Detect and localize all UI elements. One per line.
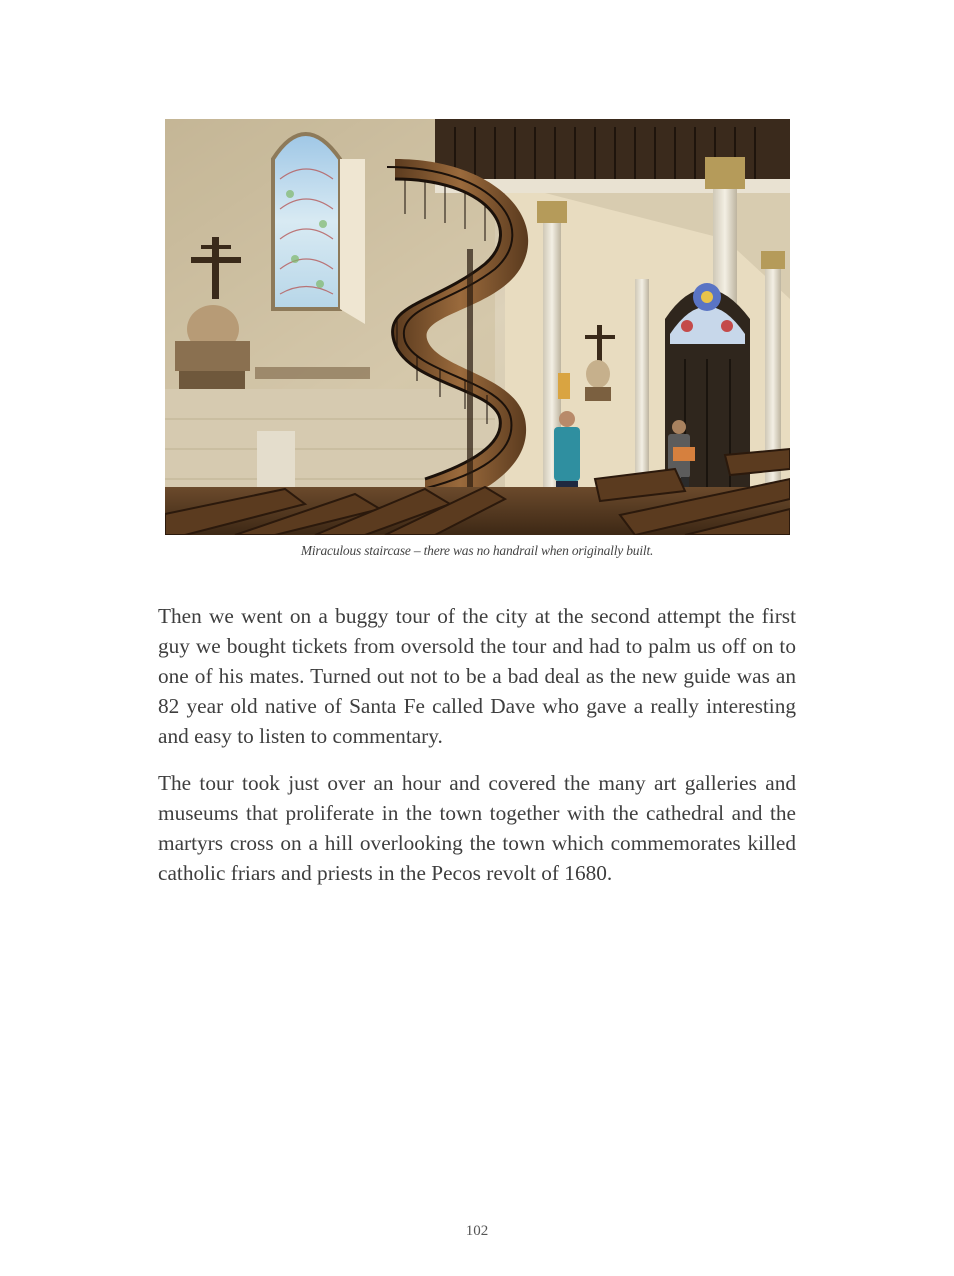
staircase-photo [165,119,790,535]
paragraph: The tour took just over an hour and covered the many art galleries and museums that proliferate in the town together with the cathedral and the martyrs cross on a hill overlooking the town which commemorates killed catholic friars and priests in the Pecos revolt of 1680. [158,771,796,885]
paragraph: Then we went on a buggy tour of the city at the second attempt the first guy we bought tickets from oversold the tour and had to palm us off on to one of his mates. Turned out not to be a bad deal as the new guide was an 82 year old native of Santa Fe called Dave who gave a really interesting and easy to listen to commentary. [158,604,796,748]
figure-caption: Miraculous staircase – there was no handrail when originally built. [300,543,654,558]
page-number: 102 [465,1223,489,1239]
body-text [158,601,796,905]
